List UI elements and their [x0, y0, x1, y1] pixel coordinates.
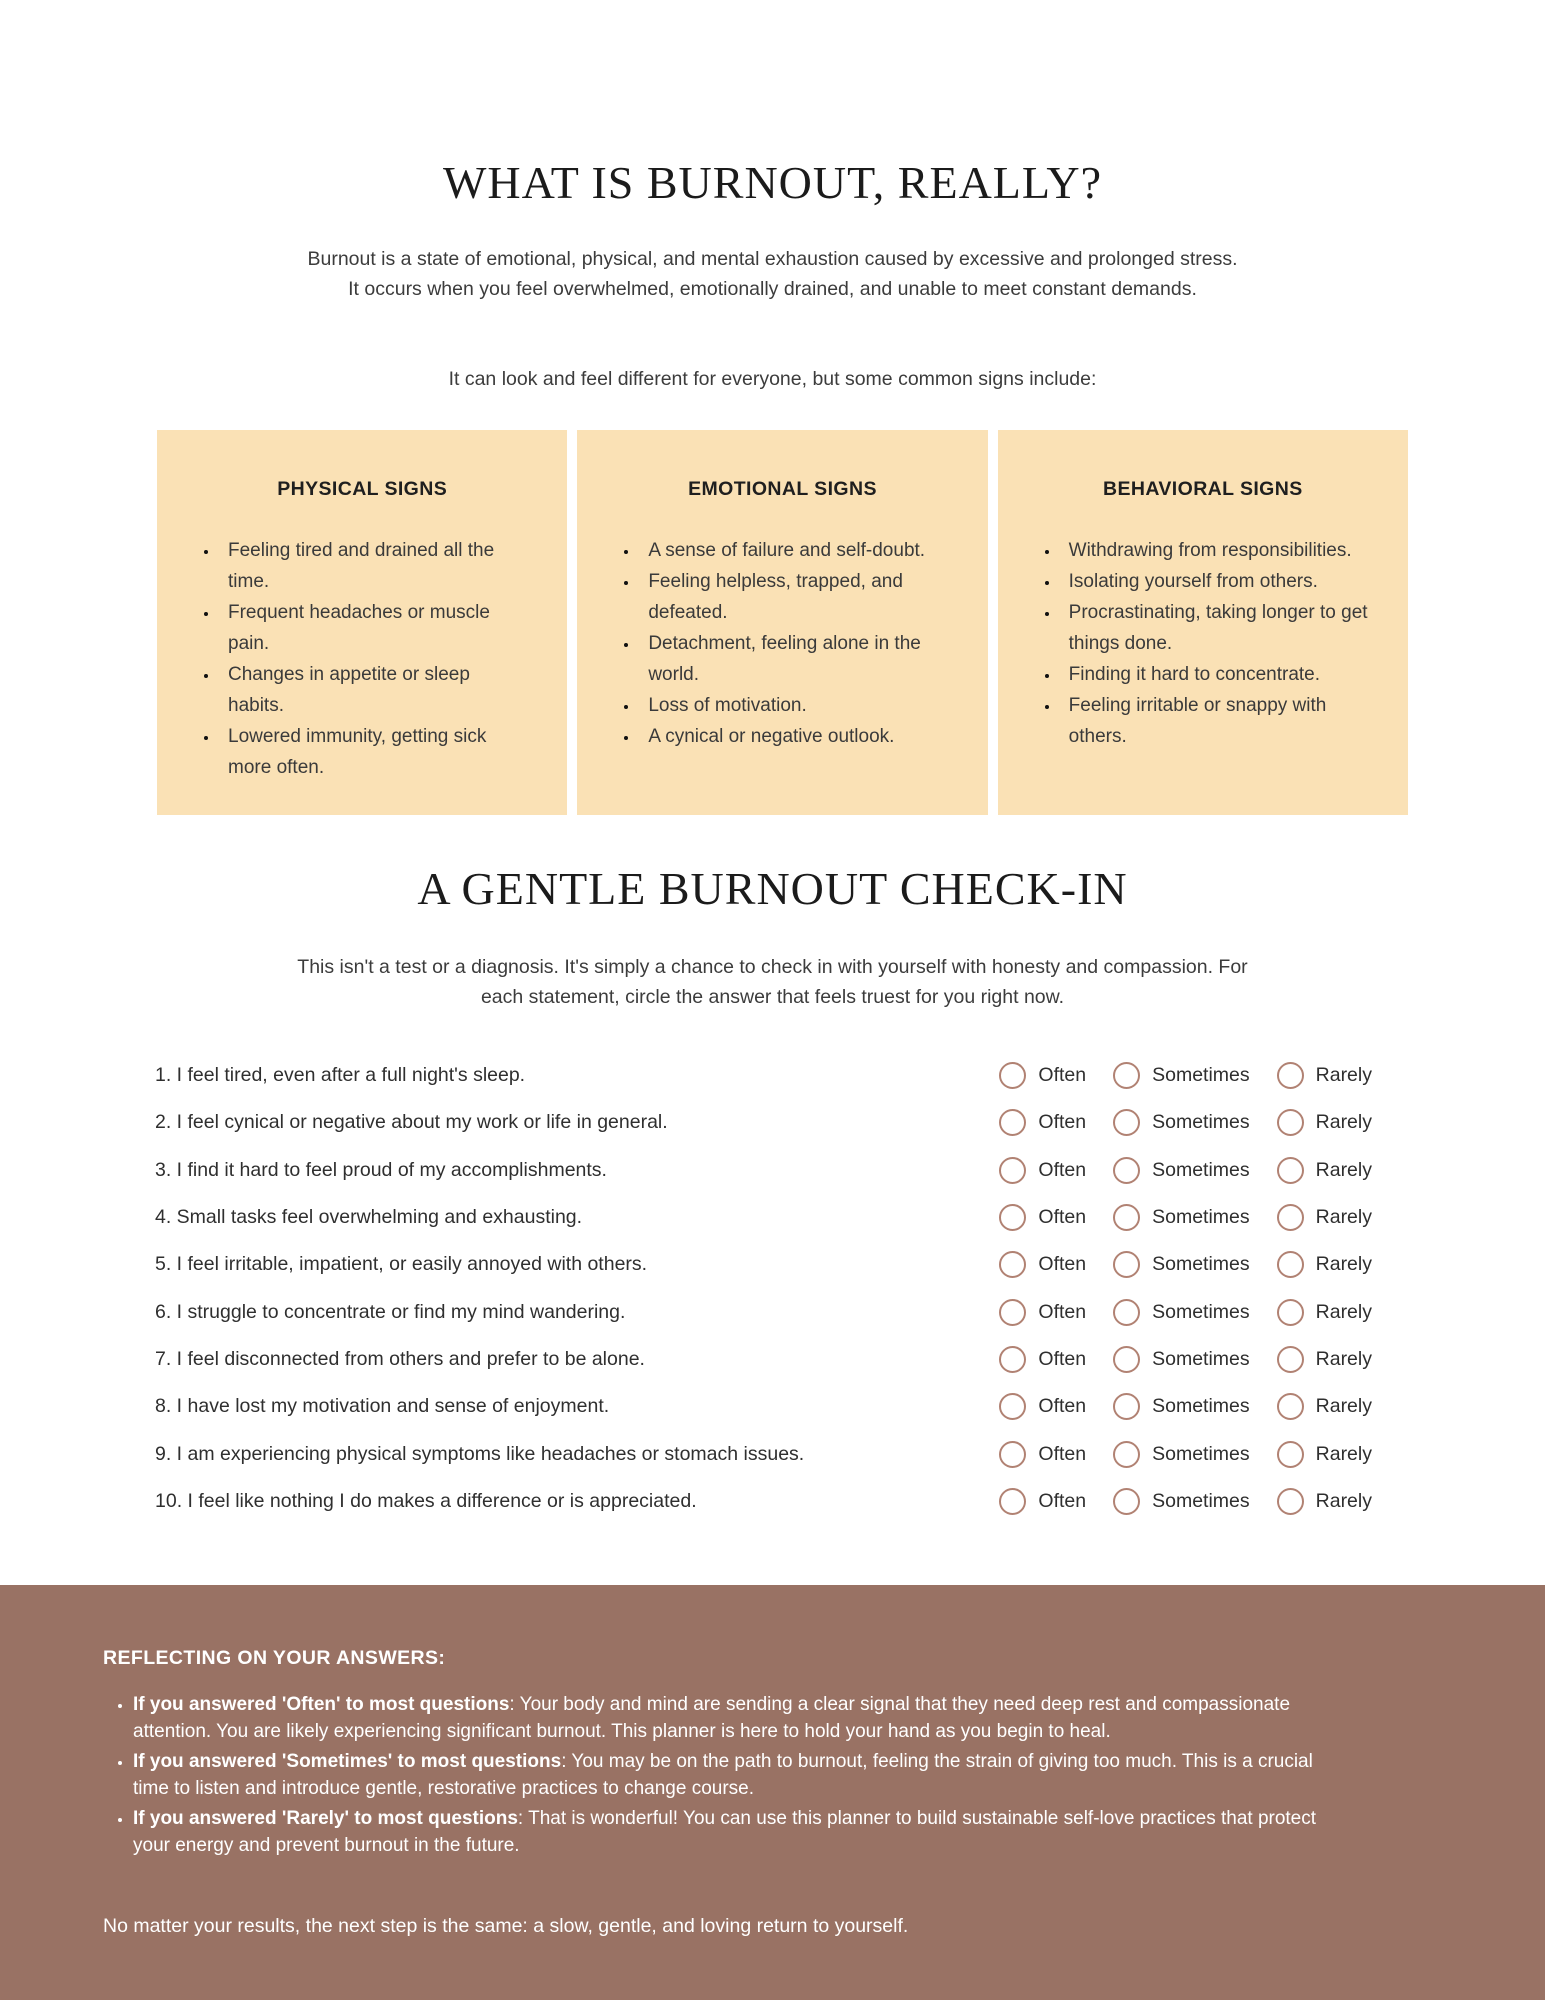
option-rarely[interactable]	[1277, 1488, 1372, 1515]
option-label: Often	[1038, 1206, 1087, 1229]
answer-options	[999, 1204, 1390, 1231]
sometimes-radio-circle-icon[interactable]	[1113, 1251, 1140, 1278]
sign-box-items	[615, 535, 949, 752]
question-row	[155, 1052, 1390, 1099]
sign-box-emotional-signs	[577, 430, 987, 815]
rarely-radio-circle-icon[interactable]	[1277, 1488, 1304, 1515]
question-text: 8. I have lost my motivation and sense of enjoyment.	[155, 1395, 610, 1418]
often-radio-circle-icon[interactable]	[999, 1299, 1026, 1326]
sometimes-radio-circle-icon[interactable]	[1113, 1488, 1140, 1515]
question-text: 7. I feel disconnected from others and prefer to be alone.	[155, 1347, 645, 1370]
question-text: 5. I feel irritable, impatient, or easily annoyed with others.	[155, 1253, 648, 1276]
option-label: Rarely	[1315, 1064, 1372, 1087]
option-label: Rarely	[1315, 1347, 1372, 1370]
option-label: Often	[1038, 1064, 1087, 1087]
option-label: Often	[1038, 1442, 1087, 1465]
question-row	[155, 1430, 1390, 1477]
sign-item: • Isolating yourself from others.	[1060, 566, 1370, 597]
often-radio-circle-icon[interactable]	[999, 1251, 1026, 1278]
reflection-bullet-list	[103, 1691, 1343, 1862]
sign-item: • Lowered immunity, getting sick more often.	[219, 721, 529, 783]
reflection-closing-line: No matter your results, the next step is the same: a slow, gentle, and loving return to yourself.	[103, 1915, 909, 1937]
sign-item: • A sense of failure and self-doubt.	[639, 535, 949, 566]
option-sometimes[interactable]	[1113, 1204, 1250, 1231]
sign-box-items	[1036, 535, 1370, 752]
rarely-radio-circle-icon[interactable]	[1277, 1157, 1304, 1184]
sometimes-radio-circle-icon[interactable]	[1113, 1441, 1140, 1468]
common-signs-lead: It can look and feel different for everyone, but some common signs include:	[448, 368, 1097, 390]
sign-box-items	[195, 535, 529, 783]
sign-box-title: PHYSICAL SIGNS	[277, 478, 448, 500]
option-often[interactable]	[999, 1441, 1086, 1468]
question-row	[155, 1383, 1390, 1430]
option-rarely[interactable]	[1277, 1299, 1372, 1326]
rarely-radio-circle-icon[interactable]	[1277, 1251, 1304, 1278]
rarely-radio-circle-icon[interactable]	[1277, 1204, 1304, 1231]
answer-options	[999, 1251, 1390, 1278]
sign-item: • Feeling tired and drained all the time.	[219, 535, 529, 597]
option-label: Often	[1038, 1347, 1087, 1370]
sign-item: • Procrastinating, taking longer to get things done.	[1060, 597, 1370, 659]
option-sometimes[interactable]	[1113, 1157, 1250, 1184]
question-text: 4. Small tasks feel overwhelming and exhausting.	[155, 1206, 583, 1229]
option-rarely[interactable]	[1277, 1157, 1372, 1184]
option-often[interactable]	[999, 1204, 1086, 1231]
sign-item: • Finding it hard to concentrate.	[1060, 659, 1370, 690]
sometimes-radio-circle-icon[interactable]	[1113, 1109, 1140, 1136]
option-label: Often	[1038, 1253, 1087, 1276]
sign-box-physical-signs	[157, 430, 567, 815]
rarely-radio-circle-icon[interactable]	[1277, 1393, 1304, 1420]
option-label: Often	[1038, 1395, 1087, 1418]
option-label: Often	[1038, 1300, 1087, 1323]
sign-item: • Loss of motivation.	[639, 690, 949, 721]
sometimes-radio-circle-icon[interactable]	[1113, 1062, 1140, 1089]
option-label: Sometimes	[1152, 1347, 1250, 1370]
option-often[interactable]	[999, 1062, 1086, 1089]
option-label: Rarely	[1315, 1206, 1372, 1229]
often-radio-circle-icon[interactable]	[999, 1204, 1026, 1231]
option-label: Sometimes	[1152, 1064, 1250, 1087]
option-label: Rarely	[1315, 1300, 1372, 1323]
sign-box-behavioral-signs	[998, 430, 1408, 815]
question-text: 1. I feel tired, even after a full night's sleep.	[155, 1064, 526, 1087]
question-text: 3. I find it hard to feel proud of my accomplishments.	[155, 1158, 607, 1181]
option-often[interactable]	[999, 1299, 1086, 1326]
sometimes-radio-circle-icon[interactable]	[1113, 1346, 1140, 1373]
option-label: Rarely	[1315, 1253, 1372, 1276]
option-often[interactable]	[999, 1157, 1086, 1184]
sign-item: • Feeling irritable or snappy with others.	[1060, 690, 1370, 752]
rarely-radio-circle-icon[interactable]	[1277, 1109, 1304, 1136]
option-often[interactable]	[999, 1109, 1086, 1136]
rarely-radio-circle-icon[interactable]	[1277, 1062, 1304, 1089]
often-radio-circle-icon[interactable]	[999, 1441, 1026, 1468]
question-row	[155, 1194, 1390, 1241]
sign-item: • Changes in appetite or sleep habits.	[219, 659, 529, 721]
reflection-bullet-text: : You may be on the path to burnout, feeling the strain of giving too much. This is a crucial time to listen and introduce gentle, restorative practices to change course.	[133, 1751, 1313, 1799]
option-sometimes[interactable]	[1113, 1441, 1250, 1468]
option-rarely[interactable]	[1277, 1062, 1372, 1089]
answer-options	[999, 1109, 1390, 1136]
option-rarely[interactable]	[1277, 1346, 1372, 1373]
question-text: 9. I am experiencing physical symptoms like headaches or stomach issues.	[155, 1442, 805, 1465]
question-row	[155, 1288, 1390, 1335]
answer-options	[999, 1441, 1390, 1468]
answer-options	[999, 1062, 1390, 1089]
reflection-bullet-lead: If you answered 'Often' to most questions	[133, 1694, 510, 1715]
option-label: Rarely	[1315, 1111, 1372, 1134]
check-in-intro: This isn't a test or a diagnosis. It's simply a chance to check in with yourself with honesty and compassion. For each statement, circle the answer that feels truest for you right now.	[297, 956, 1248, 1008]
check-in-question-list	[155, 1052, 1390, 1525]
page-title-check-in: A GENTLE BURNOUT CHECK-IN	[417, 863, 1128, 914]
option-label: Rarely	[1315, 1158, 1372, 1181]
option-often[interactable]	[999, 1251, 1086, 1278]
question-row	[155, 1478, 1390, 1525]
option-label: Often	[1038, 1489, 1087, 1512]
option-sometimes[interactable]	[1113, 1062, 1250, 1089]
burnout-definition-paragraph: Burnout is a state of emotional, physical, and mental exhaustion caused by excessive and prolonged stress. It occurs when you feel overwhelmed, emotionally drained, and unable to meet constant demands.	[307, 248, 1238, 300]
sign-box-title: BEHAVIORAL SIGNS	[1103, 478, 1303, 500]
reflection-bullet-text: : Your body and mind are sending a clear signal that they need deep rest and compassionate attention. You are likely experiencing significant burnout. This planner is here to hold your hand as you begin to heal.	[133, 1694, 1291, 1742]
answer-options	[999, 1299, 1390, 1326]
option-sometimes[interactable]	[1113, 1109, 1250, 1136]
reflection-bullet	[133, 1691, 1343, 1745]
option-label: Sometimes	[1152, 1111, 1250, 1134]
answer-options	[999, 1488, 1390, 1515]
answer-options	[999, 1393, 1390, 1420]
option-often[interactable]	[999, 1346, 1086, 1373]
sometimes-radio-circle-icon[interactable]	[1113, 1204, 1140, 1231]
sometimes-radio-circle-icon[interactable]	[1113, 1157, 1140, 1184]
rarely-radio-circle-icon[interactable]	[1277, 1299, 1304, 1326]
page-title-what-is-burnout: WHAT IS BURNOUT, REALLY?	[442, 157, 1103, 208]
option-sometimes[interactable]	[1113, 1299, 1250, 1326]
sign-item: • Frequent headaches or muscle pain.	[219, 597, 529, 659]
often-radio-circle-icon[interactable]	[999, 1346, 1026, 1373]
option-label: Often	[1038, 1111, 1087, 1134]
option-rarely[interactable]	[1277, 1109, 1372, 1136]
sign-item: • Feeling helpless, trapped, and defeated.	[639, 566, 949, 628]
option-label: Rarely	[1315, 1489, 1372, 1512]
often-radio-circle-icon[interactable]	[999, 1157, 1026, 1184]
sign-item: • Detachment, feeling alone in the world.	[639, 628, 949, 690]
reflection-bullet	[133, 1748, 1343, 1802]
option-label: Sometimes	[1152, 1300, 1250, 1323]
question-text: 10. I feel like nothing I do makes a difference or is appreciated.	[155, 1489, 697, 1512]
often-radio-circle-icon[interactable]	[999, 1062, 1026, 1089]
option-label: Rarely	[1315, 1442, 1372, 1465]
option-often[interactable]	[999, 1393, 1086, 1420]
sometimes-radio-circle-icon[interactable]	[1113, 1299, 1140, 1326]
reflection-bullet-lead: If you answered 'Rarely' to most questions	[133, 1808, 518, 1829]
question-text: 2. I feel cynical or negative about my work or life in general.	[155, 1111, 668, 1134]
answer-options	[999, 1157, 1390, 1184]
option-label: Sometimes	[1152, 1489, 1250, 1512]
option-often[interactable]	[999, 1488, 1086, 1515]
sign-box-title: EMOTIONAL SIGNS	[688, 478, 877, 500]
reflection-panel	[0, 1585, 1545, 2000]
question-row	[155, 1147, 1390, 1194]
often-radio-circle-icon[interactable]	[999, 1109, 1026, 1136]
often-radio-circle-icon[interactable]	[999, 1488, 1026, 1515]
option-sometimes[interactable]	[1113, 1488, 1250, 1515]
option-rarely[interactable]	[1277, 1393, 1372, 1420]
option-label: Sometimes	[1152, 1158, 1250, 1181]
reflection-heading: REFLECTING ON YOUR ANSWERS:	[103, 1647, 446, 1669]
option-sometimes[interactable]	[1113, 1393, 1250, 1420]
rarely-radio-circle-icon[interactable]	[1277, 1346, 1304, 1373]
sign-item: • A cynical or negative outlook.	[639, 721, 949, 752]
question-row	[155, 1099, 1390, 1146]
option-label: Sometimes	[1152, 1395, 1250, 1418]
often-radio-circle-icon[interactable]	[999, 1393, 1026, 1420]
question-row	[155, 1336, 1390, 1383]
option-rarely[interactable]	[1277, 1441, 1372, 1468]
option-label: Often	[1038, 1158, 1087, 1181]
option-sometimes[interactable]	[1113, 1346, 1250, 1373]
answer-options	[999, 1346, 1390, 1373]
reflection-bullet	[133, 1805, 1343, 1859]
reflection-bullet-lead: If you answered 'Sometimes' to most questions	[133, 1751, 562, 1772]
rarely-radio-circle-icon[interactable]	[1277, 1441, 1304, 1468]
option-rarely[interactable]	[1277, 1204, 1372, 1231]
question-text: 6. I struggle to concentrate or find my mind wandering.	[155, 1300, 626, 1323]
option-sometimes[interactable]	[1113, 1251, 1250, 1278]
option-label: Sometimes	[1152, 1253, 1250, 1276]
question-row	[155, 1241, 1390, 1288]
option-rarely[interactable]	[1277, 1251, 1372, 1278]
option-label: Sometimes	[1152, 1206, 1250, 1229]
option-label: Sometimes	[1152, 1442, 1250, 1465]
sign-item: • Withdrawing from responsibilities.	[1060, 535, 1370, 566]
sign-boxes-row	[157, 430, 1408, 815]
option-label: Rarely	[1315, 1395, 1372, 1418]
sometimes-radio-circle-icon[interactable]	[1113, 1393, 1140, 1420]
reflection-bullet-text: : That is wonderful! You can use this planner to build sustainable self-love practices that protect your energy and prevent burnout in the future.	[133, 1808, 1317, 1856]
